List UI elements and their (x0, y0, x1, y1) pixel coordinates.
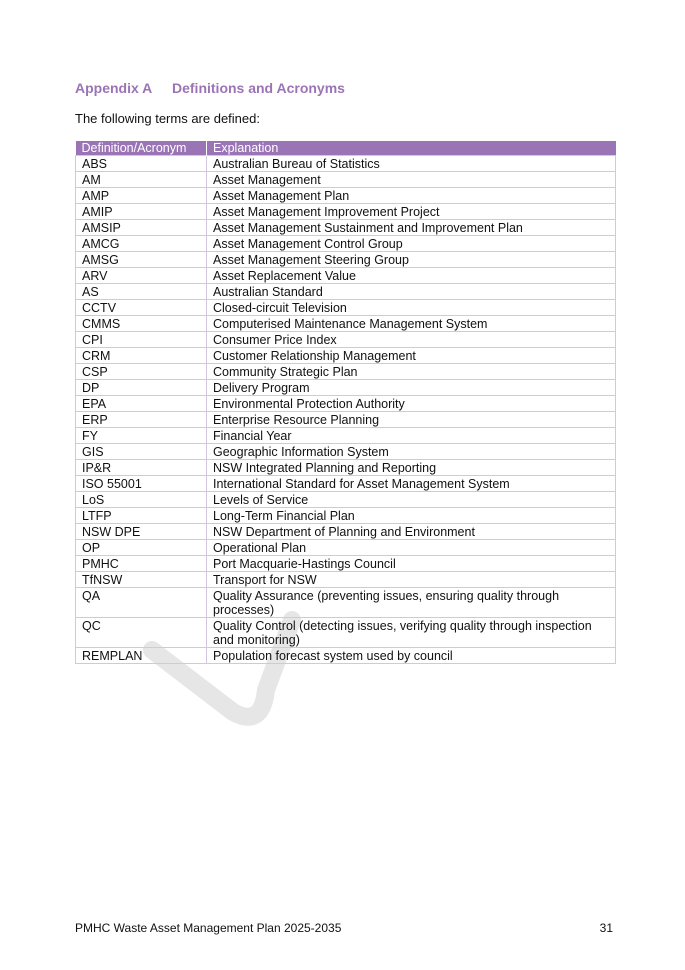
acronym-cell: CSP (76, 364, 207, 380)
appendix-number: Appendix A (75, 80, 153, 96)
explanation-cell: Asset Replacement Value (207, 268, 616, 284)
acronym-cell: GIS (76, 444, 207, 460)
acronym-cell: AMIP (76, 204, 207, 220)
table-row (76, 188, 616, 204)
explanation-cell: Australian Bureau of Statistics (207, 156, 616, 172)
acronym-cell: ERP (76, 412, 207, 428)
appendix-heading (75, 80, 345, 96)
table-row (76, 588, 616, 618)
explanation-cell: Asset Management Steering Group (207, 252, 616, 268)
acronym-cell: OP (76, 540, 207, 556)
table-row (76, 236, 616, 252)
acronym-cell: QC (76, 618, 207, 648)
explanation-cell: Geographic Information System (207, 444, 616, 460)
explanation-cell: Population forecast system used by council (207, 648, 616, 664)
explanation-cell: International Standard for Asset Management System (207, 476, 616, 492)
table-row (76, 460, 616, 476)
table-row (76, 508, 616, 524)
explanation-cell: Operational Plan (207, 540, 616, 556)
acronym-cell: AMP (76, 188, 207, 204)
explanation-cell: Port Macquarie-Hastings Council (207, 556, 616, 572)
table-row (76, 316, 616, 332)
acronym-cell: IP&R (76, 460, 207, 476)
explanation-cell: Delivery Program (207, 380, 616, 396)
acronym-cell: AS (76, 284, 207, 300)
acronym-cell: FY (76, 428, 207, 444)
explanation-cell: Asset Management Control Group (207, 236, 616, 252)
acronym-cell: CCTV (76, 300, 207, 316)
intro-text: The following terms are defined: (75, 111, 260, 126)
explanation-cell: Asset Management Improvement Project (207, 204, 616, 220)
table-row (76, 492, 616, 508)
acronym-cell: AMSIP (76, 220, 207, 236)
table-row (76, 268, 616, 284)
table-row (76, 618, 616, 648)
explanation-cell: Enterprise Resource Planning (207, 412, 616, 428)
table-row (76, 220, 616, 236)
explanation-cell: Asset Management Plan (207, 188, 616, 204)
explanation-cell: Customer Relationship Management (207, 348, 616, 364)
definitions-table (75, 141, 616, 664)
explanation-cell: Long-Term Financial Plan (207, 508, 616, 524)
acronym-cell: AM (76, 172, 207, 188)
acronym-cell: AMSG (76, 252, 207, 268)
explanation-cell: Asset Management (207, 172, 616, 188)
acronym-cell: DP (76, 380, 207, 396)
explanation-cell: Closed-circuit Television (207, 300, 616, 316)
acronym-cell: CMMS (76, 316, 207, 332)
explanation-cell: Consumer Price Index (207, 332, 616, 348)
explanation-cell: Asset Management Sustainment and Improvement Plan (207, 220, 616, 236)
table-row (76, 540, 616, 556)
explanation-cell: Computerised Maintenance Management System (207, 316, 616, 332)
acronym-cell: CRM (76, 348, 207, 364)
footer-document-title: PMHC Waste Asset Management Plan 2025-2035 (75, 921, 342, 935)
acronym-cell: EPA (76, 396, 207, 412)
table-header-row (76, 141, 616, 156)
acronym-cell: ISO 55001 (76, 476, 207, 492)
table-row (76, 348, 616, 364)
acronym-cell: PMHC (76, 556, 207, 572)
acronym-cell: ABS (76, 156, 207, 172)
acronym-cell: LTFP (76, 508, 207, 524)
explanation-cell: NSW Integrated Planning and Reporting (207, 460, 616, 476)
table-row (76, 444, 616, 460)
table-row (76, 284, 616, 300)
appendix-title: Definitions and Acronyms (172, 80, 345, 96)
acronym-cell: NSW DPE (76, 524, 207, 540)
header-explanation: Explanation (207, 141, 616, 156)
table-row (76, 380, 616, 396)
table-row (76, 364, 616, 380)
table-row (76, 476, 616, 492)
acronym-cell: AMCG (76, 236, 207, 252)
acronym-cell: LoS (76, 492, 207, 508)
explanation-cell: Quality Control (detecting issues, verifying quality through inspection and monitoring) (207, 618, 616, 648)
table-row (76, 252, 616, 268)
explanation-cell: Environmental Protection Authority (207, 396, 616, 412)
explanation-cell: Transport for NSW (207, 572, 616, 588)
explanation-cell: Levels of Service (207, 492, 616, 508)
table-row (76, 172, 616, 188)
explanation-cell: Financial Year (207, 428, 616, 444)
table-row (76, 524, 616, 540)
table-row (76, 572, 616, 588)
explanation-cell: NSW Department of Planning and Environment (207, 524, 616, 540)
table-row (76, 156, 616, 172)
table-row (76, 204, 616, 220)
table-row (76, 412, 616, 428)
table-row (76, 556, 616, 572)
acronym-cell: TfNSW (76, 572, 207, 588)
table-body (76, 156, 616, 664)
table-row (76, 300, 616, 316)
explanation-cell: Quality Assurance (preventing issues, ensuring quality through processes) (207, 588, 616, 618)
explanation-cell: Community Strategic Plan (207, 364, 616, 380)
table-row (76, 648, 616, 664)
acronym-cell: CPI (76, 332, 207, 348)
header-definition: Definition/Acronym (76, 141, 207, 156)
table-row (76, 396, 616, 412)
explanation-cell: Australian Standard (207, 284, 616, 300)
acronym-cell: QA (76, 588, 207, 618)
table-row (76, 428, 616, 444)
footer-page-number: 31 (599, 921, 613, 935)
acronym-cell: REMPLAN (76, 648, 207, 664)
table-row (76, 332, 616, 348)
acronym-cell: ARV (76, 268, 207, 284)
